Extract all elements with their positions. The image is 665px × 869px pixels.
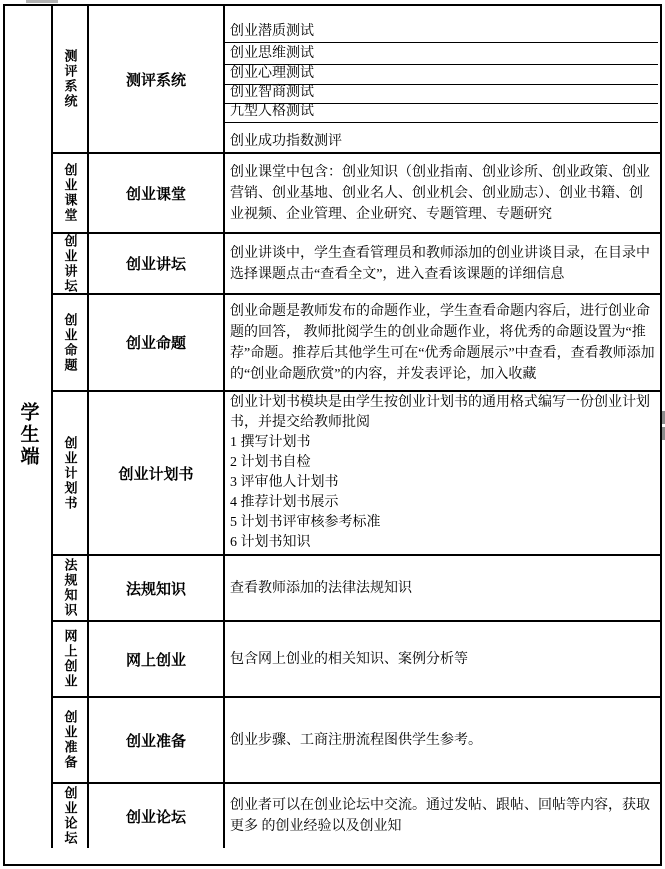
assessment-item: 创业成功指数测评 — [230, 134, 342, 149]
row-online-startup — [51, 620, 660, 696]
module-items — [223, 6, 658, 152]
student-side-cell — [5, 6, 51, 864]
plan-line: 1 撰写计划书 — [230, 435, 311, 450]
module-name: 网上创业 — [125, 652, 186, 669]
plan-line: 3 评审他人计划书 — [230, 475, 339, 490]
module-vertical-label: 测评系统 — [62, 49, 78, 109]
module-name: 创业命题 — [125, 336, 186, 352]
row-startup-discussion-forum — [51, 782, 660, 848]
module-vertical-label: 创业课堂 — [62, 163, 78, 223]
module-name: 创业论坛 — [125, 809, 186, 826]
assessment-item: 创业思维测试 — [225, 43, 658, 65]
module-vertical-label: 创业准备 — [62, 710, 78, 770]
module-description: 包含网上创业的相关知识、案例分析等 — [230, 651, 468, 667]
student-side-label: 学生端 — [17, 402, 39, 468]
module-vertical-label: 法规知识 — [62, 558, 78, 618]
assessment-item: 创业潜质测试 — [225, 6, 658, 43]
table-rows — [51, 6, 660, 864]
row-startup-proposition — [51, 293, 660, 390]
row-assessment-system — [51, 6, 660, 152]
row-legal-knowledge — [51, 554, 660, 620]
module-vertical-label: 创业命题 — [62, 312, 78, 373]
module-vertical-label: 创业计划书 — [62, 435, 78, 511]
plan-line: 6 计划书知识 — [230, 535, 311, 550]
module-vertical-label: 网上创业 — [62, 629, 78, 689]
module-description: 创业者可以在创业论坛中交流。通过发帖、跟帖、回帖等内容，获取更多 的创业经验以及创业知 — [230, 798, 650, 834]
row-startup-preparation — [51, 696, 660, 782]
module-name: 测评系统 — [125, 72, 186, 89]
module-description: 查看教师添加的法律法规知识 — [230, 580, 412, 596]
module-vertical-label: 创业论坛 — [62, 786, 78, 846]
module-vertical-label: 创业讲坛 — [62, 234, 78, 293]
module-description: 创业步骤、工商注册流程图供学生参考。 — [230, 732, 482, 748]
module-name: 创业计划书 — [118, 466, 194, 483]
row-business-plan — [51, 390, 660, 554]
student-modules-table — [3, 4, 662, 866]
row-startup-lecture-forum — [51, 232, 660, 293]
assessment-item: 创业心理测试 — [225, 65, 658, 85]
module-name: 法规知识 — [125, 581, 186, 598]
plan-line: 5 计划书评审核参考标准 — [230, 515, 381, 530]
assessment-item: 创业智商测试 — [225, 85, 658, 104]
plan-line: 2 计划书自检 — [230, 455, 311, 470]
module-description — [223, 392, 658, 554]
module-description: 创业课堂中包含：创业知识（创业指南、创业诊所、创业政策、创业营销、创业基地、创业名人、创业机会、创业励志）、创业书籍、创业视频、企业管理、企业研究、专题管理、专题研究 — [230, 164, 650, 222]
module-description: 创业讲谈中，学生查看管理员和教师添加的创业讲谈目录，在目录中选择课题点击“查看全文”，进入查看该课题的详细信息 — [230, 245, 650, 282]
assessment-item: 九型人格测试 — [225, 104, 658, 123]
module-name: 创业准备 — [125, 733, 186, 750]
plan-line: 4 推荐计划书展示 — [230, 495, 339, 510]
row-startup-classroom — [51, 152, 660, 232]
module-name: 创业课堂 — [125, 186, 186, 203]
module-name: 创业讲坛 — [125, 257, 186, 273]
top-edge-artifact — [26, 0, 58, 3]
plan-line: 创业计划书模块是由学生按创业计划书的通用格式编写一份创业计划书，并提交给教师批阅 — [230, 395, 650, 430]
module-description: 创业命题是教师发布的命题作业，学生查看命题内容后，进行创业命题的回答， 教师批阅学生的创业命题作业，将优秀的命题设置为“推荐”命题。推荐后其他学生可在“优秀命题展示”中查看，查看教师添加的“创业命题欣赏”的内容，并发表评论，加入收藏 — [230, 303, 655, 382]
